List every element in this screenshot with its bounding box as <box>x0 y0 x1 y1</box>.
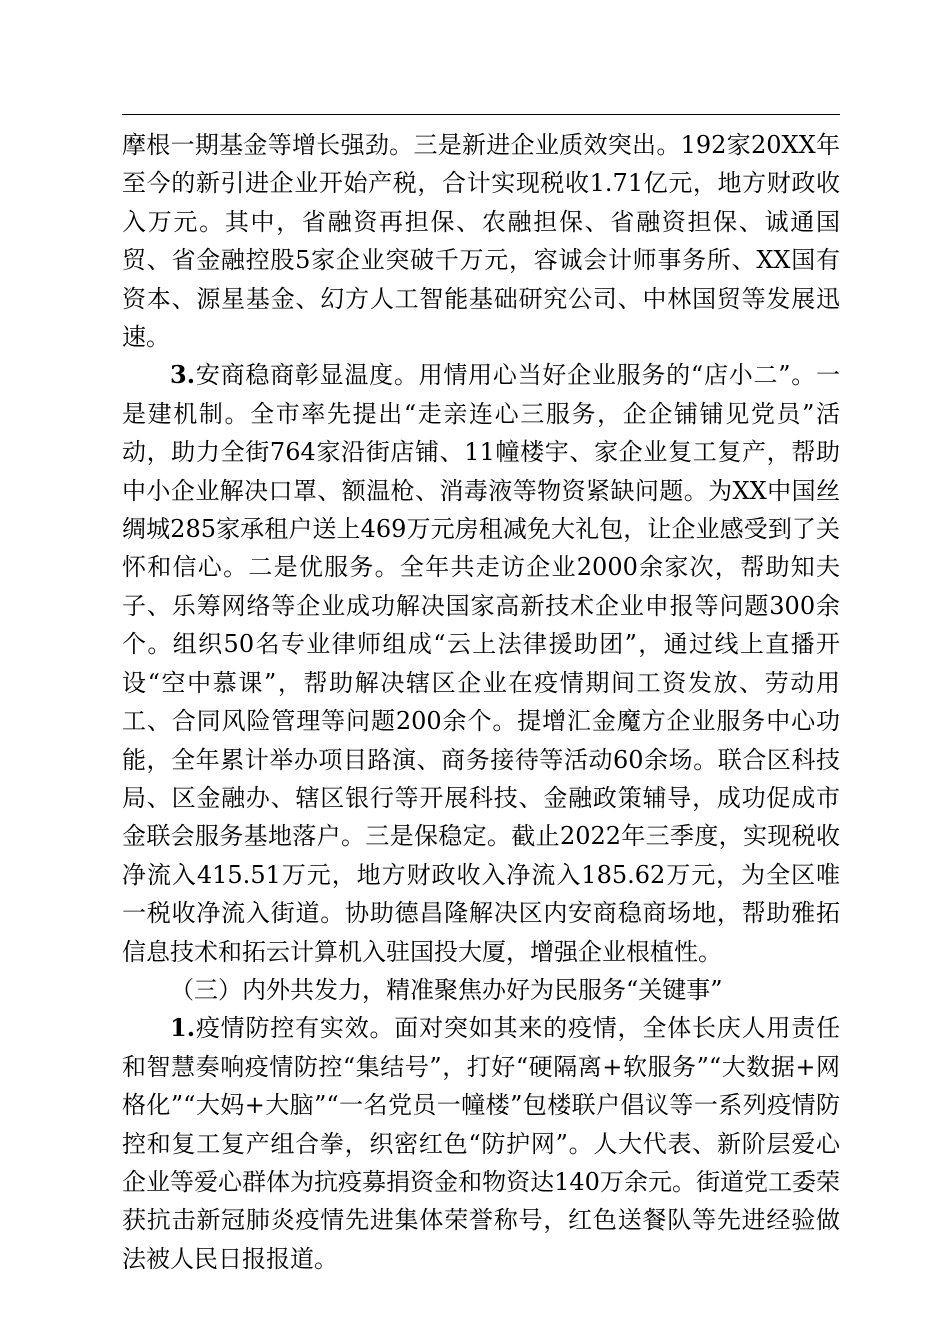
paragraph-business-service <box>122 356 840 971</box>
paragraph-epidemic-control <box>122 1009 840 1278</box>
header-rule <box>122 114 840 115</box>
paragraph-text: 摩根一期基金等增长强劲。三是新进企业质效突出。192家20XX年至今的新引进企业开始产税，合计实现税收1.71亿元，地方财政收入万元。其中，省融资再担保、农融担保、省融资担保、诚通国贸、省金融控股5家企业突破千万元，容诚会计师事务所、XX国有资本、源星基金、幻方人工智能基础研究公司、中林国贸等发展迅速。 <box>122 131 840 352</box>
paragraph-number: 3. <box>170 360 196 390</box>
paragraph-text: 疫情防控有实效。面对突如其来的疫情，全体长庆人用责任和智慧奏响疫情防控“集结号”，打好“硬隔离+软服务”“大数据+网格化”“大妈+大脑”“一名党员一幢楼”包楼联户倡议等一系列疫情防控和复工复产组合拳，织密红色“防护网”。人大代表、新阶层爱心企业等爱心群体为抗疫募捐资金和物资达140万余元。街道党工委荣获抗击新冠肺炎疫情先进集体荣誉称号，红色送餐队等先进经验做法被人民日报报道。 <box>122 1014 840 1273</box>
paragraph-text: 安商稳商彰显温度。用情用心当好企业服务的“店小二”。一是建机制。全市率先提出“走亲连心三服务，企企铺铺见党员”活动，助力全街764家沿街店铺、11幢楼宇、家企业复工复产，帮助中小企业解决口罩、额温枪、消毒液等物资紧缺问题。为XX中国丝绸城285家承租户送上469万元房租减免大礼包，让企业感受到了关怀和信心。二是优服务。全年共走访企业2000余家次，帮助知夫子、乐筹网络等企业成功解决国家高新技术企业申报等问题300余个。组织50名专业律师组成“云上法律援助团”，通过线上直播开设“空中慕课”，帮助解决辖区企业在疫情期间工资发放、劳动用工、合同风险管理等问题200余个。提增汇金魔方企业服务中心功能，全年累计举办项目路演、商务接待等活动60余场。联合区科技局、区金融办、辖区银行等开展科技、金融政策辅导，成功促成市金联会服务基地落户。三是保稳定。截止2022年三季度，实现税收净流入415.51万元，地方财政收入净流入185.62万元，为全区唯一税收净流入街道。协助德昌隆解决区内安商稳商场地，帮助雅拓信息技术和拓云计算机入驻国投大厦，增强企业根植性。 <box>122 361 840 966</box>
paragraph-new-enterprises <box>122 126 840 356</box>
paragraph-number: 1. <box>170 1013 196 1043</box>
section-heading: （三）内外共发力，精准聚焦办好为民服务“关键事” <box>170 975 723 1004</box>
document-body <box>122 126 840 1278</box>
